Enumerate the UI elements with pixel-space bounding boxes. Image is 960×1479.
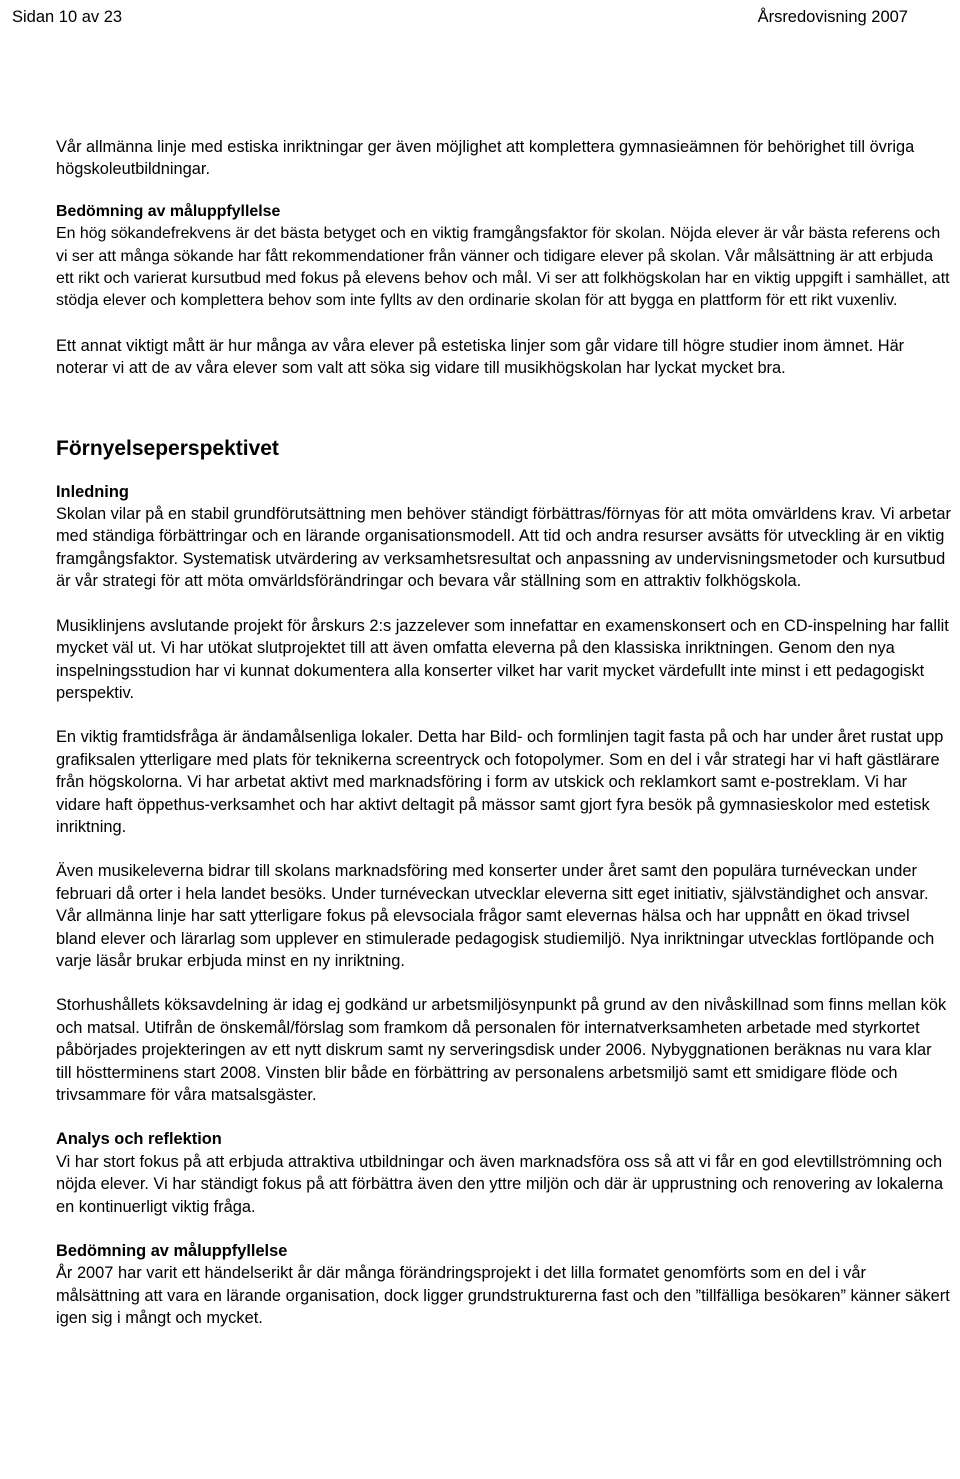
intro-paragraph: Vår allmänna linje med estiska inriktningar ger även möjlighet att komplettera gymnasieämnen för behörighet till övriga högskoleutbildningar. [56,138,915,179]
section-paragraph: Musiklinjens avslutande projekt för årskurs 2:s jazzelever som innefattar en examenskonsert och en CD-inspelning har fallit mycket väl ut. Vi har utökat slutprojektet till att även omfatta eleverna på den klassiska inriktningen. Genom den nya inspelningsstudion har vi kunnat dokumentera alla konserter vilket har varit mycket värdefullt inte minst i ett pedagogiskt perspektiv. [56,616,949,702]
assessment-heading: Bedömning av måluppfyllelse [56,202,281,220]
assessment-paragraph: En hög sökandefrekvens är det bästa betyget och en viktig framgångsfaktor för skolan. Nöjda elever är vår bästa referens och vi ser att många sökande har fått rekommendationer från vänner och tidigare elever på skolan. Vår målsättning är att erbjuda ett rikt och varierat kursutbud med fokus på elevens behov och mål. Vi ser att folkhögskolan har en viktig uppgift i samhället, att stödja elever och komplettera behov som inte fyllts av den ordinarie skolan för att bygga en plattform för ett rikt vuxenliv. [56,225,950,310]
section-subheading: Inledning [56,482,129,501]
section-paragraph: Storhushållets köksavdelning är idag ej godkänd ur arbetsmiljösynpunkt på grund av den nivåskillnad som finns mellan kök och matsal. Utifrån de önskemål/förslag som framkom då personalen för internatverksamheten arbetade med styrkortet påbörjades projekteringen av ett nytt diskrum samt ny serveringsdisk under 2006. Nybyggnationen beräknas nu vara klar till höstterminens start 2008. Vinsten blir både en förbättring av personalens arbetsmiljö samt ett smidigare flöde och trivsammare för våra matsalsgäster. [56,996,947,1104]
section-title: Förnyelseperspektivet [56,436,279,460]
assessment-heading: Bedömning av måluppfyllelse [56,1242,288,1261]
page-content [56,136,951,1330]
analysis-heading: Analys och reflektion [56,1130,222,1149]
section-paragraph: En viktig framtidsfråga är ändamålsenliga lokaler. Detta har Bild- och formlinjen tagit fasta på och har under året rustat upp grafiksalen ytterligare med plats för teknikerna screentryck och fotopolymer. Som en del i vår strategi har vi haft gästlärare från högskolorna. Vi har arbetat aktivt med marknadsföring i form av utskick och reklamkort samt e-postreklam. Vi har vidare haft öppethus-verksamhet och har aktivt deltagit på mässor samt gjort fyra besök på gymnasieskolor med estetisk inriktning. [56,728,944,836]
assessment-paragraph: År 2007 har varit ett händelserikt år där många förändringsprojekt i det lilla formatet genomförts som en del i vår målsättning att vara en lärande organisation, dock ligger grundstrukturerna fast och den ”tillfälliga besökaren” känner säkert igen sig i mångt och mycket. [56,1264,950,1328]
page-header [12,5,908,29]
page-number: Sidan 10 av 23 [12,8,123,26]
document-title: Årsredovisning 2007 [757,8,908,26]
assessment-paragraph: Ett annat viktigt mått är hur många av våra elever på estetiska linjer som går vidare till högre studier inom ämnet. Här noterar vi att de av våra elever som valt att söka sig vidare till musikhögskolan har lyckat mycket bra. [56,336,905,378]
section-paragraph: Även musikeleverna bidrar till skolans marknadsföring med konserter under året samt den populära turnéveckan under februari då orter i hela landet besöks. Under turnéveckan utvecklar eleverna sitt eget initiativ, självständighet och ansvar. Vår allmänna linje har satt ytterligare fokus på elevsociala frågor samt elevernas hälsa och har uppnått en ökad trivsel bland elever och lärarlag som upplever en stimulerade pedagogisk studiemiljö. Nya inriktningar utvecklas fortlöpande och varje läsår brukar erbjuda minst en ny inriktning. [56,862,935,970]
section-paragraph: Skolan vilar på en stabil grundförutsättning men behöver ständigt förbättras/förnyas för att möta omvärldens krav. Vi arbetar med ständiga förbättringar och en lärande organisationsmodell. Att tid och andra resurser avsätts för utveckling är en viktig framgångsfaktor. Systematisk utvärdering av verksamhetsresultat och anpassning av undervisningsmetoder och kursutbud är vår strategi för att möta omvärldsförändringar och bevara vår ställning som en attraktiv folkhögskola. [56,505,951,591]
analysis-paragraph: Vi har stort fokus på att erbjuda attraktiva utbildningar och även marknadsföra oss så att vi får en god elevtillströmning och nöjda elever. Vi har ständigt fokus på att förbättra även den yttre miljön och där är upprustning och renovering av lokalerna en kontinuerligt viktig fråga. [56,1152,944,1216]
